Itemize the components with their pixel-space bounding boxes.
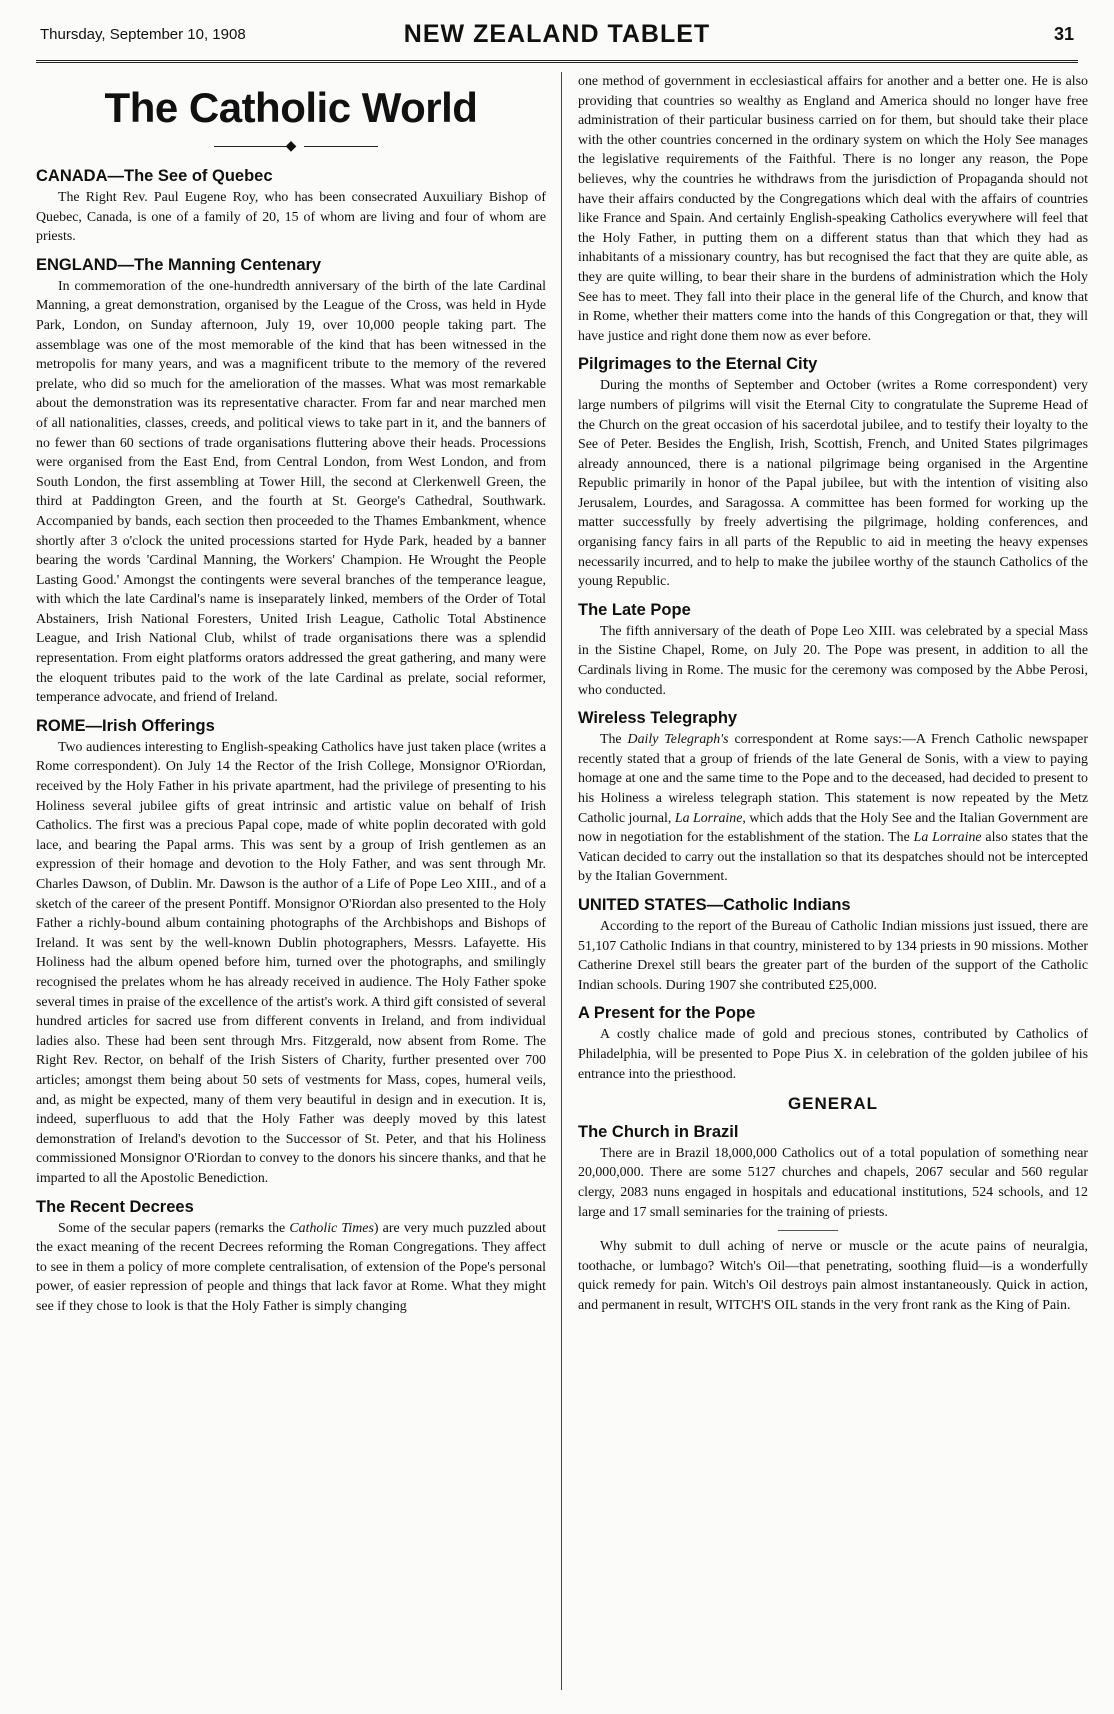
pilgrimages-article: During the months of September and October (writes a Rome correspondent) very large numbers of pilgrims will visit the Eternal City to congratulate the Supreme Head of the Church on the great occasion of his sacerdotal jubilee, and to testify their loyalty to the See of Peter. Besides the English, Irish, Scottish, French, and United States pilgrimages already announced, there is a national pilgrimage being organised in the Argentine Republic primarily in honor of the Papal jubilee, but with the intention of visiting also Jerusalem, Lourdes, and Saragossa. A committee has been formed for working up the matter successfully by freely advertising the pilgrimage, holding conferences, and organising fancy fairs in all parts of the Republic to aid in meeting the heavy expenses necessarily incurred, and to help to make the jubilee worthy of the staunch Catholics of the young Republic.	[578, 378, 1088, 590]
rome-article: Two audiences interesting to English-speaking Catholics have just taken place (writes a Rome correspondent). On July 14 the Rector of the Irish College, Monsignor O'Riordan, received by the Holy Father in his private apartment, had the privilege of presenting to his Holiness several jubilee gifts of great intrinsic and artistic value on behalf of Irish Catholics. The first was a precious Papal cope, made of white poplin decorated with gold lace, and bearing the Papal arms. This was sent by a group of Irish gentlemen as an expression of their homage and devotion to the Holy Father, and was sent through Mr. Charles Dawson, of Dublin. Mr. Dawson is the author of a Life of Pope Leo XIII., and of a sketch of the career of the present Pontiff. Monsignor O'Riordan also presented to the Holy Father a richly-bound album containing photographs of the Archbishops and Bishops of Ireland. It was sent by the well-known Dublin photographers, Messrs. Lafayette. His Holiness had the album opened before him, turned over the photographs, and smilingly recognised the prelates whom he has already received in audience. The Holy Father spoke several times in praise of the excellence of the artist's work. A third gift consisted of several hundred articles for sacred use from different convents in Ireland, and from individual ladies also. These had been sent through Mrs. Fitzgerald, now absent from Rome. The Right Rev. Rector, on behalf of the Irish Sisters of Charity, further presented over 700 articles; amongst them being about 50 sets of vestments for Mass, copes, humeral veils, and, as might be expected, many of them very beautiful in design and in execution. It is, indeed, superfluous to add that the Holy Father was deeply moved by this latest demonstration of Ireland's devotion to the Successor of St. Peter, and that his Holiness commissioned Monsignor O'Riordan to convey to the donors his sincere thanks, and that he imparted to all the Apostolic Benediction.	[36, 739, 546, 1186]
present-article: A costly chalice made of gold and precious stones, contributed by Catholics of Philadelphia, will be presented to Pope Pius X. in celebration of the golden jubilee of his entrance into the priesthood.	[578, 1027, 1088, 1082]
decrees-continuation: one method of government in ecclesiastical affairs for another and a better one. He is also providing that countries so wealthy as England and America should no longer have free administration of their particular business carried on for them, but should take their place with the other countries concerned in the ordinary system on which the Holy See manages the legislative requirements of the Faithful. There is no longer any reason, the Pope believes, why the countries he withdraws from the jurisdiction of Propaganda should not have their affairs conducted by the Congregations which deal with the affairs of countries like France and Spain. And certainly English-speaking Catholics everywhere will feel that the Holy Father, in putting them on a different status than that which they had as inhabitants of a missionary country, has but recognised the fact that they are quite able, as they are quite willing, to bear their share in the burdens of administration which the Holy See has to meet. They fall into their place in the general life of the Church, and know that in Rome, whether their matters come into the hands of this Congregation or that, they will have justice and right done them now as ever before.	[578, 74, 1088, 344]
diamond-icon: ◆	[285, 139, 297, 154]
section-title: The Catholic World	[104, 84, 478, 131]
page-number: 31	[1053, 24, 1074, 44]
left-column	[36, 72, 546, 1316]
right-column	[578, 72, 1088, 1315]
general-heading: GENERAL	[787, 1094, 879, 1114]
present-heading: A Present for the Pope	[578, 1004, 756, 1023]
brazil-heading: The Church in Brazil	[578, 1122, 739, 1141]
issue-date: Thursday, September 10, 1908	[40, 26, 246, 43]
rome-heading: ROME—Irish Offerings	[36, 716, 215, 735]
wireless-heading: Wireless Telegraphy	[578, 709, 738, 728]
decrees-article: Some of the secular papers (remarks the Catholic Times) are very much puzzled about the exact meaning of the recent Decrees reforming the Roman Congregations. They affect to see in them a policy of more complete centralisation, of extension of the Pope's personal power, of easier repression of people and things that lack favor at Rome. What they might see if they chose to look is that the Holy Father is simply changing	[36, 1220, 546, 1314]
england-heading: ENGLAND—The Manning Centenary	[36, 255, 322, 274]
title-ornament	[36, 136, 546, 158]
masthead	[40, 18, 1074, 58]
us-heading: UNITED STATES—Catholic Indians	[578, 895, 851, 914]
column-divider	[561, 72, 562, 1690]
witch-oil-advert: Why submit to dull aching of nerve or muscle or the acute pains of neuralgia, toothache, or lumbago? Witch's Oil—that penetrating, soothing fluid—is a wonderfully quick remedy for pain. Witch's Oil destroys pain almost instantaneously. Quick in action, and permanent in result, WITCH'S OIL stands in the very front rank as the King of Pain.	[578, 1239, 1088, 1313]
england-article: In commemoration of the one-hundredth anniversary of the birth of the late Cardinal Manning, a great demonstration, organised by the League of the Cross, was held in Hyde Park, London, on Sunday afternoon, July 19, over 10,000 people taking part. The assemblage was one of the most memorable of the kind that has been witnessed in the metropolis for many years, and was a magnificent tribute to the memory of the revered prelate, who did so much for the amelioration of the masses. What was most remarkable about the demonstration was its representative character. From far and near marched men of all nationalities, classes, creeds, and political views to take part in it, and the banners of no fewer than 60 sections of trade organisations fluttering above their heads. Processions were organised from the East End, from Central London, from West London, and from South London, the first assembling at Tower Hill, the second at Clerkenwell Green, the third at Paddington Green, and the fourth at St. George's Cathedral, Southwark. Accompanied by bands, each section then proceeded to the Thames Embankment, whence shortly after 3 o'clock the united processions started for Hyde Park, headed by a banner bearing the words 'Cardinal Manning, the Workers' Champion. He Wrought the People Lasting Good.' Amongst the contingents were several branches of the temperance league, with which the late Cardinal's name is inseparately linked, members of the Order of Total Abstainers, Irish National Foresters, United Irish League, Catholic Total Abstinence League, and Irish National Club, whilst of trade organisations there was a splendid representation. From eight platforms orators addressed the great gathering, and many were the eloquent tributes paid to the work of the late Cardinal as prelate, social reformer, temperance advocate, and friend of Ireland.	[36, 278, 546, 706]
pilgrimages-heading: Pilgrimages to the Eternal City	[578, 355, 818, 374]
newspaper-title: NEW ZEALAND TABLET	[403, 20, 711, 48]
advert-separator	[778, 1230, 838, 1231]
late-pope-article: The fifth anniversary of the death of Pope Leo XIII. was celebrated by a special Mass in the Sistine Chapel, Rome, on July 20. The Pope was present, in addition to all the Cardinals living in Rome. The music for the ceremony was composed by the Abbe Perosi, who conducted.	[578, 623, 1088, 698]
late-pope-heading: The Late Pope	[578, 600, 691, 619]
canada-article: The Right Rev. Paul Eugene Roy, who has been consecrated Auxuiliary Bishop of Quebec, Canada, is one of a family of 20, 15 of whom are living and four of whom are priests.	[36, 190, 546, 245]
wireless-article: The Daily Telegraph's correspondent at Rome says:—A French Catholic newspaper recently stated that a group of friends of the late General de Sonis, with a view to paying homage at one and the same time to the Pope and to the deceased, had decided to present to his Holiness a wireless telegraph station. This statement is now repeated by the Metz Catholic journal, La Lorraine, which adds that the Holy See and the Italian Government are now in negotiation for the establishment of the station. The La Lorraine also states that the Vatican decided to carry out the installation so that its despatches should not be intercepted by the Italian Government.	[578, 732, 1089, 885]
brazil-article: There are in Brazil 18,000,000 Catholics out of a total population of something near 20,000,000. There are some 5127 churches and chapels, 2067 secular and 560 regular clergy, 2083 nuns engaged in hospitals and educational institutions, 524 schools, and 12 large and 17 small seminaries for the training of priests.	[578, 1145, 1088, 1220]
decrees-heading: The Recent Decrees	[36, 1197, 194, 1216]
masthead-rule	[36, 60, 1078, 63]
canada-heading: CANADA—The See of Quebec	[36, 167, 273, 185]
catholic-times-title: Catholic Times	[289, 1220, 374, 1236]
us-article: According to the report of the Bureau of Catholic Indian missions just issued, there are 51,107 Catholic Indians in that country, ministered to by 134 priests in 90 missions. Mother Catherine Drexel still bears the greater part of the burden of the support of the Catholic Indian schools. During 1907 she contributed £25,000.	[578, 918, 1088, 993]
